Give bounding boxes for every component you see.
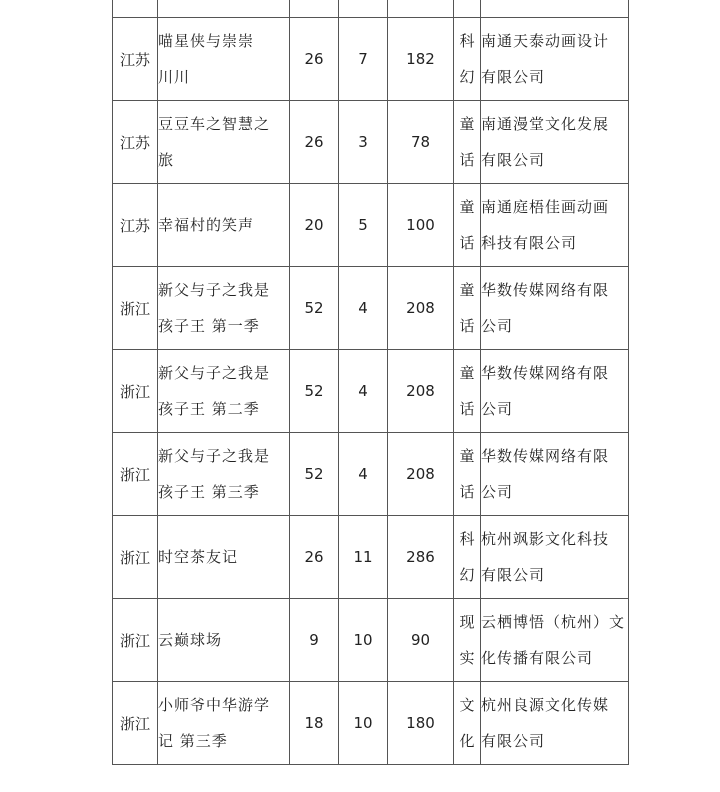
- province-cell: 江苏: [113, 18, 158, 101]
- genre-cell: [454, 682, 481, 765]
- total-minutes-cell: 182: [388, 18, 454, 101]
- table-row: [113, 682, 629, 765]
- episodes-cell: 18: [290, 682, 339, 765]
- minutes-cell: 4: [339, 350, 388, 433]
- minutes-cell: 10: [339, 682, 388, 765]
- genre-line: 实: [459, 649, 475, 667]
- program-name-line: 孩子王 第一季: [158, 317, 260, 335]
- genre-line: 童: [459, 364, 475, 382]
- total-minutes-cell: 78: [388, 101, 454, 184]
- company-line: 南通天泰动画设计: [481, 32, 610, 50]
- program-name-line: 云巅球场: [158, 631, 223, 649]
- total-minutes-cell: 100: [388, 184, 454, 267]
- genre-line: 科: [459, 530, 475, 548]
- program-table: [112, 0, 629, 765]
- total-minutes-cell: 286: [388, 516, 454, 599]
- program-name-line: 孩子王 第二季: [158, 400, 260, 418]
- genre-line: 幻: [459, 68, 475, 86]
- episodes-cell: 26: [290, 101, 339, 184]
- company-line: 化传播有限公司: [481, 649, 594, 667]
- company-cell: [481, 101, 629, 184]
- company-line: 云栖博悟（杭州）文: [481, 613, 626, 631]
- episodes-cell: 26: [290, 516, 339, 599]
- minutes-cell: 11: [339, 516, 388, 599]
- program-name-line: 豆豆车之智慧之: [158, 115, 271, 133]
- province-cell: 浙江: [113, 433, 158, 516]
- company-line: 科技有限公司: [481, 234, 578, 252]
- episodes-cell: 26: [290, 18, 339, 101]
- company-line: 有限公司: [481, 732, 546, 750]
- genre-line: 童: [459, 447, 475, 465]
- program-name-cell: [158, 433, 290, 516]
- table-row: [113, 267, 629, 350]
- company-line: 杭州良源文化传媒: [481, 696, 610, 714]
- total-minutes-cell: 90: [388, 599, 454, 682]
- company-line: 公司: [481, 483, 514, 501]
- program-name-line: 时空茶友记: [158, 548, 239, 566]
- company-line: 有限公司: [481, 151, 546, 169]
- genre-line: 话: [459, 483, 475, 501]
- company-line: 华数传媒网络有限: [481, 447, 610, 465]
- company-cell: [481, 516, 629, 599]
- province-cell: 浙江: [113, 516, 158, 599]
- total-minutes-cell: 208: [388, 267, 454, 350]
- episodes-cell: 52: [290, 267, 339, 350]
- table-row: [113, 516, 629, 599]
- program-name-line: 幸福村的笑声: [158, 216, 255, 234]
- program-name-line: 新父与子之我是: [158, 447, 271, 465]
- province-cell: 浙江: [113, 350, 158, 433]
- genre-line: 幻: [459, 566, 475, 584]
- company-line: 华数传媒网络有限: [481, 281, 610, 299]
- table-row: [113, 433, 629, 516]
- minutes-cell: 10: [339, 599, 388, 682]
- total-minutes-cell: 208: [388, 433, 454, 516]
- genre-line: 化: [459, 732, 475, 750]
- company-cell: [481, 350, 629, 433]
- province-cell: 浙江: [113, 682, 158, 765]
- company-line: 南通庭梧佳画动画: [481, 198, 610, 216]
- genre-cell: [454, 350, 481, 433]
- minutes-cell: 7: [339, 18, 388, 101]
- company-line: 杭州飒影文化科技: [481, 530, 610, 548]
- company-line: 南通漫堂文化发展: [481, 115, 610, 133]
- genre-cell: [454, 101, 481, 184]
- genre-line: 现: [459, 613, 475, 631]
- minutes-cell: 4: [339, 267, 388, 350]
- province-cell: 浙江: [113, 267, 158, 350]
- minutes-cell: 5: [339, 184, 388, 267]
- genre-line: 童: [459, 115, 475, 133]
- total-minutes-cell: 208: [388, 350, 454, 433]
- genre-line: 话: [459, 317, 475, 335]
- province-cell: 浙江: [113, 599, 158, 682]
- table-row: [113, 599, 629, 682]
- genre-line: 话: [459, 151, 475, 169]
- company-cell: [481, 599, 629, 682]
- company-line: 华数传媒网络有限: [481, 364, 610, 382]
- episodes-cell: 52: [290, 350, 339, 433]
- company-line: 有限公司: [481, 566, 546, 584]
- program-name-cell: [158, 350, 290, 433]
- genre-line: 童: [459, 198, 475, 216]
- program-name-line: 喵星侠与崇崇: [158, 32, 255, 50]
- program-name-cell: [158, 599, 290, 682]
- program-name-line: 新父与子之我是: [158, 281, 271, 299]
- table-top-gap: [113, 0, 629, 18]
- program-name-cell: [158, 682, 290, 765]
- program-name-line: 孩子王 第三季: [158, 483, 260, 501]
- company-cell: [481, 184, 629, 267]
- program-name-line: 记 第三季: [158, 732, 228, 750]
- table-row: [113, 101, 629, 184]
- program-name-cell: [158, 516, 290, 599]
- program-name-line: 旅: [158, 151, 175, 169]
- genre-cell: [454, 599, 481, 682]
- minutes-cell: 3: [339, 101, 388, 184]
- episodes-cell: 9: [290, 599, 339, 682]
- genre-cell: [454, 516, 481, 599]
- company-line: 公司: [481, 317, 514, 335]
- company-cell: [481, 433, 629, 516]
- genre-cell: [454, 267, 481, 350]
- province-cell: 江苏: [113, 101, 158, 184]
- program-name-cell: [158, 267, 290, 350]
- genre-cell: [454, 433, 481, 516]
- program-name-cell: [158, 184, 290, 267]
- company-cell: [481, 267, 629, 350]
- program-name-line: 新父与子之我是: [158, 364, 271, 382]
- company-cell: [481, 682, 629, 765]
- episodes-cell: 52: [290, 433, 339, 516]
- program-name-line: 小师爷中华游学: [158, 696, 271, 714]
- company-line: 公司: [481, 400, 514, 418]
- program-name-cell: [158, 18, 290, 101]
- genre-cell: [454, 184, 481, 267]
- genre-line: 话: [459, 234, 475, 252]
- table-row: [113, 18, 629, 101]
- genre-cell: [454, 18, 481, 101]
- company-line: 有限公司: [481, 68, 546, 86]
- genre-line: 科: [459, 32, 475, 50]
- program-name-cell: [158, 101, 290, 184]
- genre-line: 话: [459, 400, 475, 418]
- table-row: [113, 184, 629, 267]
- genre-line: 文: [459, 696, 475, 714]
- minutes-cell: 4: [339, 433, 388, 516]
- province-cell: 江苏: [113, 184, 158, 267]
- genre-line: 童: [459, 281, 475, 299]
- company-cell: [481, 18, 629, 101]
- total-minutes-cell: 180: [388, 682, 454, 765]
- program-name-line: 川川: [158, 68, 191, 86]
- episodes-cell: 20: [290, 184, 339, 267]
- table-row: [113, 350, 629, 433]
